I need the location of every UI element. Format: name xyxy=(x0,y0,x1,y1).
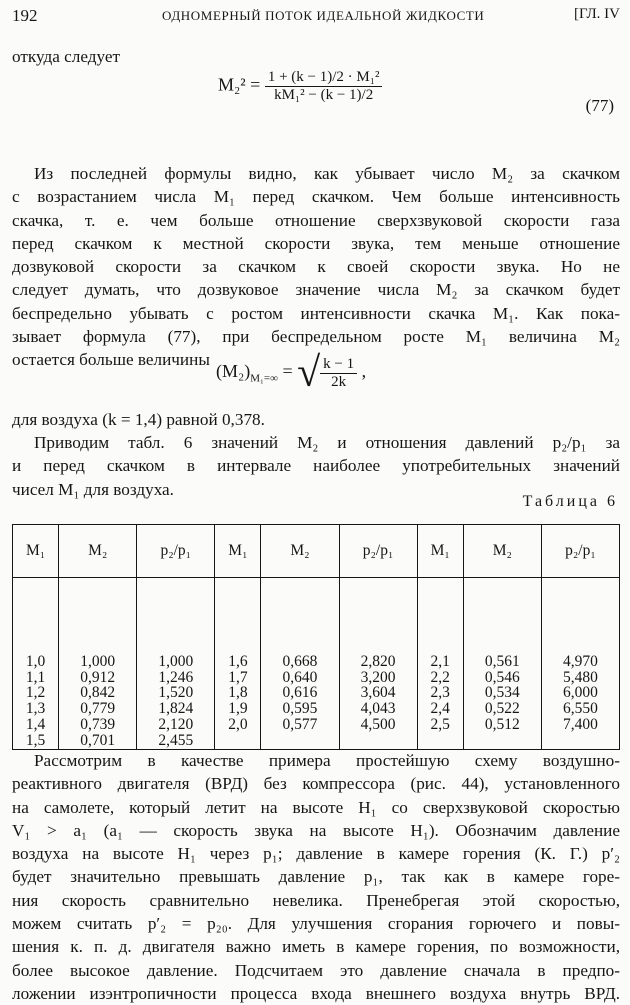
paragraph-line: реактивного двигателя (ВРД) без компрессора (рис. 44), установленного xyxy=(12,774,620,794)
equation-limit-fraction xyxy=(320,356,357,391)
table-cell: 2,3 xyxy=(430,684,450,702)
table-column xyxy=(417,578,463,750)
table-cell: 4,500 xyxy=(360,715,396,733)
table-cell: 6,550 xyxy=(562,700,598,718)
table-cell: 4,970 xyxy=(562,653,598,670)
equation-77-label: (77) xyxy=(585,96,614,115)
table-cell: 3,200 xyxy=(360,668,396,686)
table-cell: 2,4 xyxy=(430,700,450,718)
table-cell: 1,520 xyxy=(158,684,194,702)
paragraph-line: воздуха на высоте H₁ через p₁; давление в камере горения (К. Г.) p′₂ xyxy=(12,844,620,864)
running-title: ОДНОМЕРНЫЙ ПОТОК ИДЕАЛЬНОЙ ЖИДКОСТИ xyxy=(162,8,485,23)
table-column xyxy=(261,578,339,750)
table-cell: 1,000 xyxy=(80,653,116,670)
table-header-row xyxy=(13,525,620,578)
paragraph-line: V₁ > a₁ (a₁ — скорость звука на высоте H₁). Обозначим давление xyxy=(12,820,620,840)
table-header-cell: M₁ xyxy=(13,525,59,578)
table-cell: 1,5 xyxy=(25,731,46,749)
equation-limit-subscript: M₁=∞ xyxy=(250,372,278,385)
equation-limit-lhs: (M₂) xyxy=(216,361,251,382)
table-cell: 2,120 xyxy=(158,715,194,733)
table-column xyxy=(339,578,417,750)
table-cell: 0,842 xyxy=(80,684,116,702)
page-header xyxy=(12,6,620,30)
table-header-cell: p₂/p₁ xyxy=(541,525,619,578)
table-cell: 0,668 xyxy=(282,653,318,670)
equation-limit-denominator: 2k xyxy=(331,373,347,390)
table-cell: 0,739 xyxy=(80,715,116,733)
paragraph-line: более высокое давление. Подсчитаем это давление сначала в предпо- xyxy=(12,960,620,980)
paragraph-line: и перед скачком в интервале наиболее употребительных значений xyxy=(12,456,620,476)
equation-77-lhs: M₂² = xyxy=(218,74,261,95)
paragraph-2 xyxy=(12,431,620,501)
paragraph-line: скачка, т. е. чем больше отношение сверхзвуковой скорости газа xyxy=(12,210,620,230)
table-cell: 1,4 xyxy=(25,715,46,733)
table-cell: 1,000 xyxy=(158,653,194,670)
paragraph-line: ложении изэнтропичности процесса входа внешнего воздуха внутрь ВРД. xyxy=(12,983,620,1003)
table-header-cell: M₁ xyxy=(417,525,463,578)
table-cell: 0,561 xyxy=(484,653,520,670)
table-column xyxy=(541,578,619,750)
paragraph-1 xyxy=(12,162,620,372)
paragraph-line: Рассмотрим в качестве примера простейшую схему воздушно- xyxy=(34,751,620,770)
table-cell: 2,2 xyxy=(430,668,450,686)
page-number: 192 xyxy=(12,6,38,25)
table-column xyxy=(59,578,137,750)
table-column xyxy=(137,578,215,750)
table-cell: 1,824 xyxy=(158,700,194,718)
table-cell: 2,820 xyxy=(360,653,396,670)
table-header-cell: M₂ xyxy=(59,525,137,578)
paragraph-line: можем считать p′₂ = p₂₀. Для улучшения сгорания горючего и повы- xyxy=(12,914,620,934)
table-cell: 6,000 xyxy=(562,684,598,702)
paragraph-line: беспредельно убывать с ростом интенсивности скачка M₁. Как пока- xyxy=(12,303,620,323)
paragraph-line: шения к. п. д. двигателя важно иметь в камере горения, по возможности, xyxy=(12,937,620,957)
equation-limit-equals: = xyxy=(282,361,293,382)
table-cell: 0,701 xyxy=(80,731,116,749)
table-column xyxy=(215,578,261,750)
paragraph-line: чисел M₁ для воздуха. xyxy=(12,479,174,499)
paragraph-line: перед скачком к местной скорости звука, тем меньше отношение xyxy=(12,233,620,253)
equation-77-fraction xyxy=(265,69,383,104)
equation-limit-comma: , xyxy=(361,361,367,382)
table-header-cell: p₂/p₁ xyxy=(339,525,417,578)
table-cell: 1,9 xyxy=(228,700,248,718)
table-cell: 2,0 xyxy=(228,715,248,733)
equation-77-numerator: 1 + (k − 1)/2 · M₁² xyxy=(265,69,383,87)
table-cell: 7,400 xyxy=(562,715,598,733)
table-cell: 2,1 xyxy=(430,653,450,670)
table-column xyxy=(13,578,59,750)
table-cell: 1,2 xyxy=(25,684,46,702)
intro-text: откуда следует xyxy=(12,47,121,66)
equation-77-denominator: kM₁² − (k − 1)/2 xyxy=(274,87,374,103)
paragraph-line: на самолете, который летит на высоте H₁ со сверхзвуковой скоростью xyxy=(12,797,620,817)
table-header-cell: M₁ xyxy=(215,525,261,578)
table-cell: 5,480 xyxy=(562,668,598,686)
equation-77 xyxy=(218,69,382,104)
table-cell: 1,0 xyxy=(25,653,46,670)
air-value-line: для воздуха (k = 1,4) равной 0,378. xyxy=(12,410,265,429)
data-table xyxy=(12,524,620,750)
table-cell: 2,5 xyxy=(430,715,450,733)
table-cell: 3,604 xyxy=(360,684,396,702)
table-cell: 1,7 xyxy=(228,668,248,686)
table-cell: 4,043 xyxy=(360,700,396,718)
table-cell: 1,3 xyxy=(25,700,46,718)
table-cell: 1,246 xyxy=(158,668,194,686)
table-cell: 0,640 xyxy=(282,668,318,686)
table-header-cell: M₂ xyxy=(463,525,541,578)
paragraph-line: остается больше величины xyxy=(12,350,210,370)
square-root-icon: √ xyxy=(297,350,321,396)
paragraph-line: будет значительно превышать давление p₁, так как в камере горе- xyxy=(12,867,620,887)
table-header-cell: p₂/p₁ xyxy=(137,525,215,578)
equation-limit-numerator: k − 1 xyxy=(320,356,357,374)
table-cell: 2,455 xyxy=(158,731,194,749)
table-header-cell: M₂ xyxy=(261,525,339,578)
paragraph-line: зывает формула (77), при беспредельном росте M₁ величина M₂ xyxy=(12,327,620,347)
table-cell: 0,779 xyxy=(80,700,116,718)
table-cell: 0,534 xyxy=(484,684,520,702)
table-cell: 0,912 xyxy=(80,668,116,686)
paragraph-3 xyxy=(12,749,620,1005)
table-body-row xyxy=(13,578,620,750)
chapter-label: [ГЛ. IV xyxy=(573,6,620,22)
paragraph-line: следует думать, что дозвуковое значение числа M₂ за скачком будет xyxy=(12,280,620,300)
table-cell: 1,8 xyxy=(228,684,248,702)
paragraph-line: дозвуковой скорости за скачком к своей скорости звука. Но не xyxy=(12,257,620,277)
table-cell: 0,577 xyxy=(282,715,318,733)
table-cell: 0,616 xyxy=(282,684,318,702)
equation-limit xyxy=(216,352,366,394)
paragraph-line: Из последней формулы видно, как убывает число M₂ за скачком xyxy=(34,164,620,183)
table-cell: 0,512 xyxy=(484,715,520,733)
table-column xyxy=(463,578,541,750)
paragraph-line: Приводим табл. 6 значений M₂ и отношения давлений p₂/p₁ за xyxy=(34,433,620,452)
table-cell: 0,522 xyxy=(484,700,520,718)
table-cell: 0,595 xyxy=(282,700,318,718)
paragraph-line: ния скорость сравнительно невелика. Пренебрегая этой скоростью, xyxy=(12,890,620,910)
table-caption: Таблица 6 xyxy=(522,493,618,510)
table-cell: 1,1 xyxy=(25,668,46,686)
table-cell: 1,6 xyxy=(228,653,248,670)
paragraph-line: с возрастанием числа M₁ перед скачком. Чем больше интенсивность xyxy=(12,187,620,207)
table-cell: 0,546 xyxy=(484,668,520,686)
